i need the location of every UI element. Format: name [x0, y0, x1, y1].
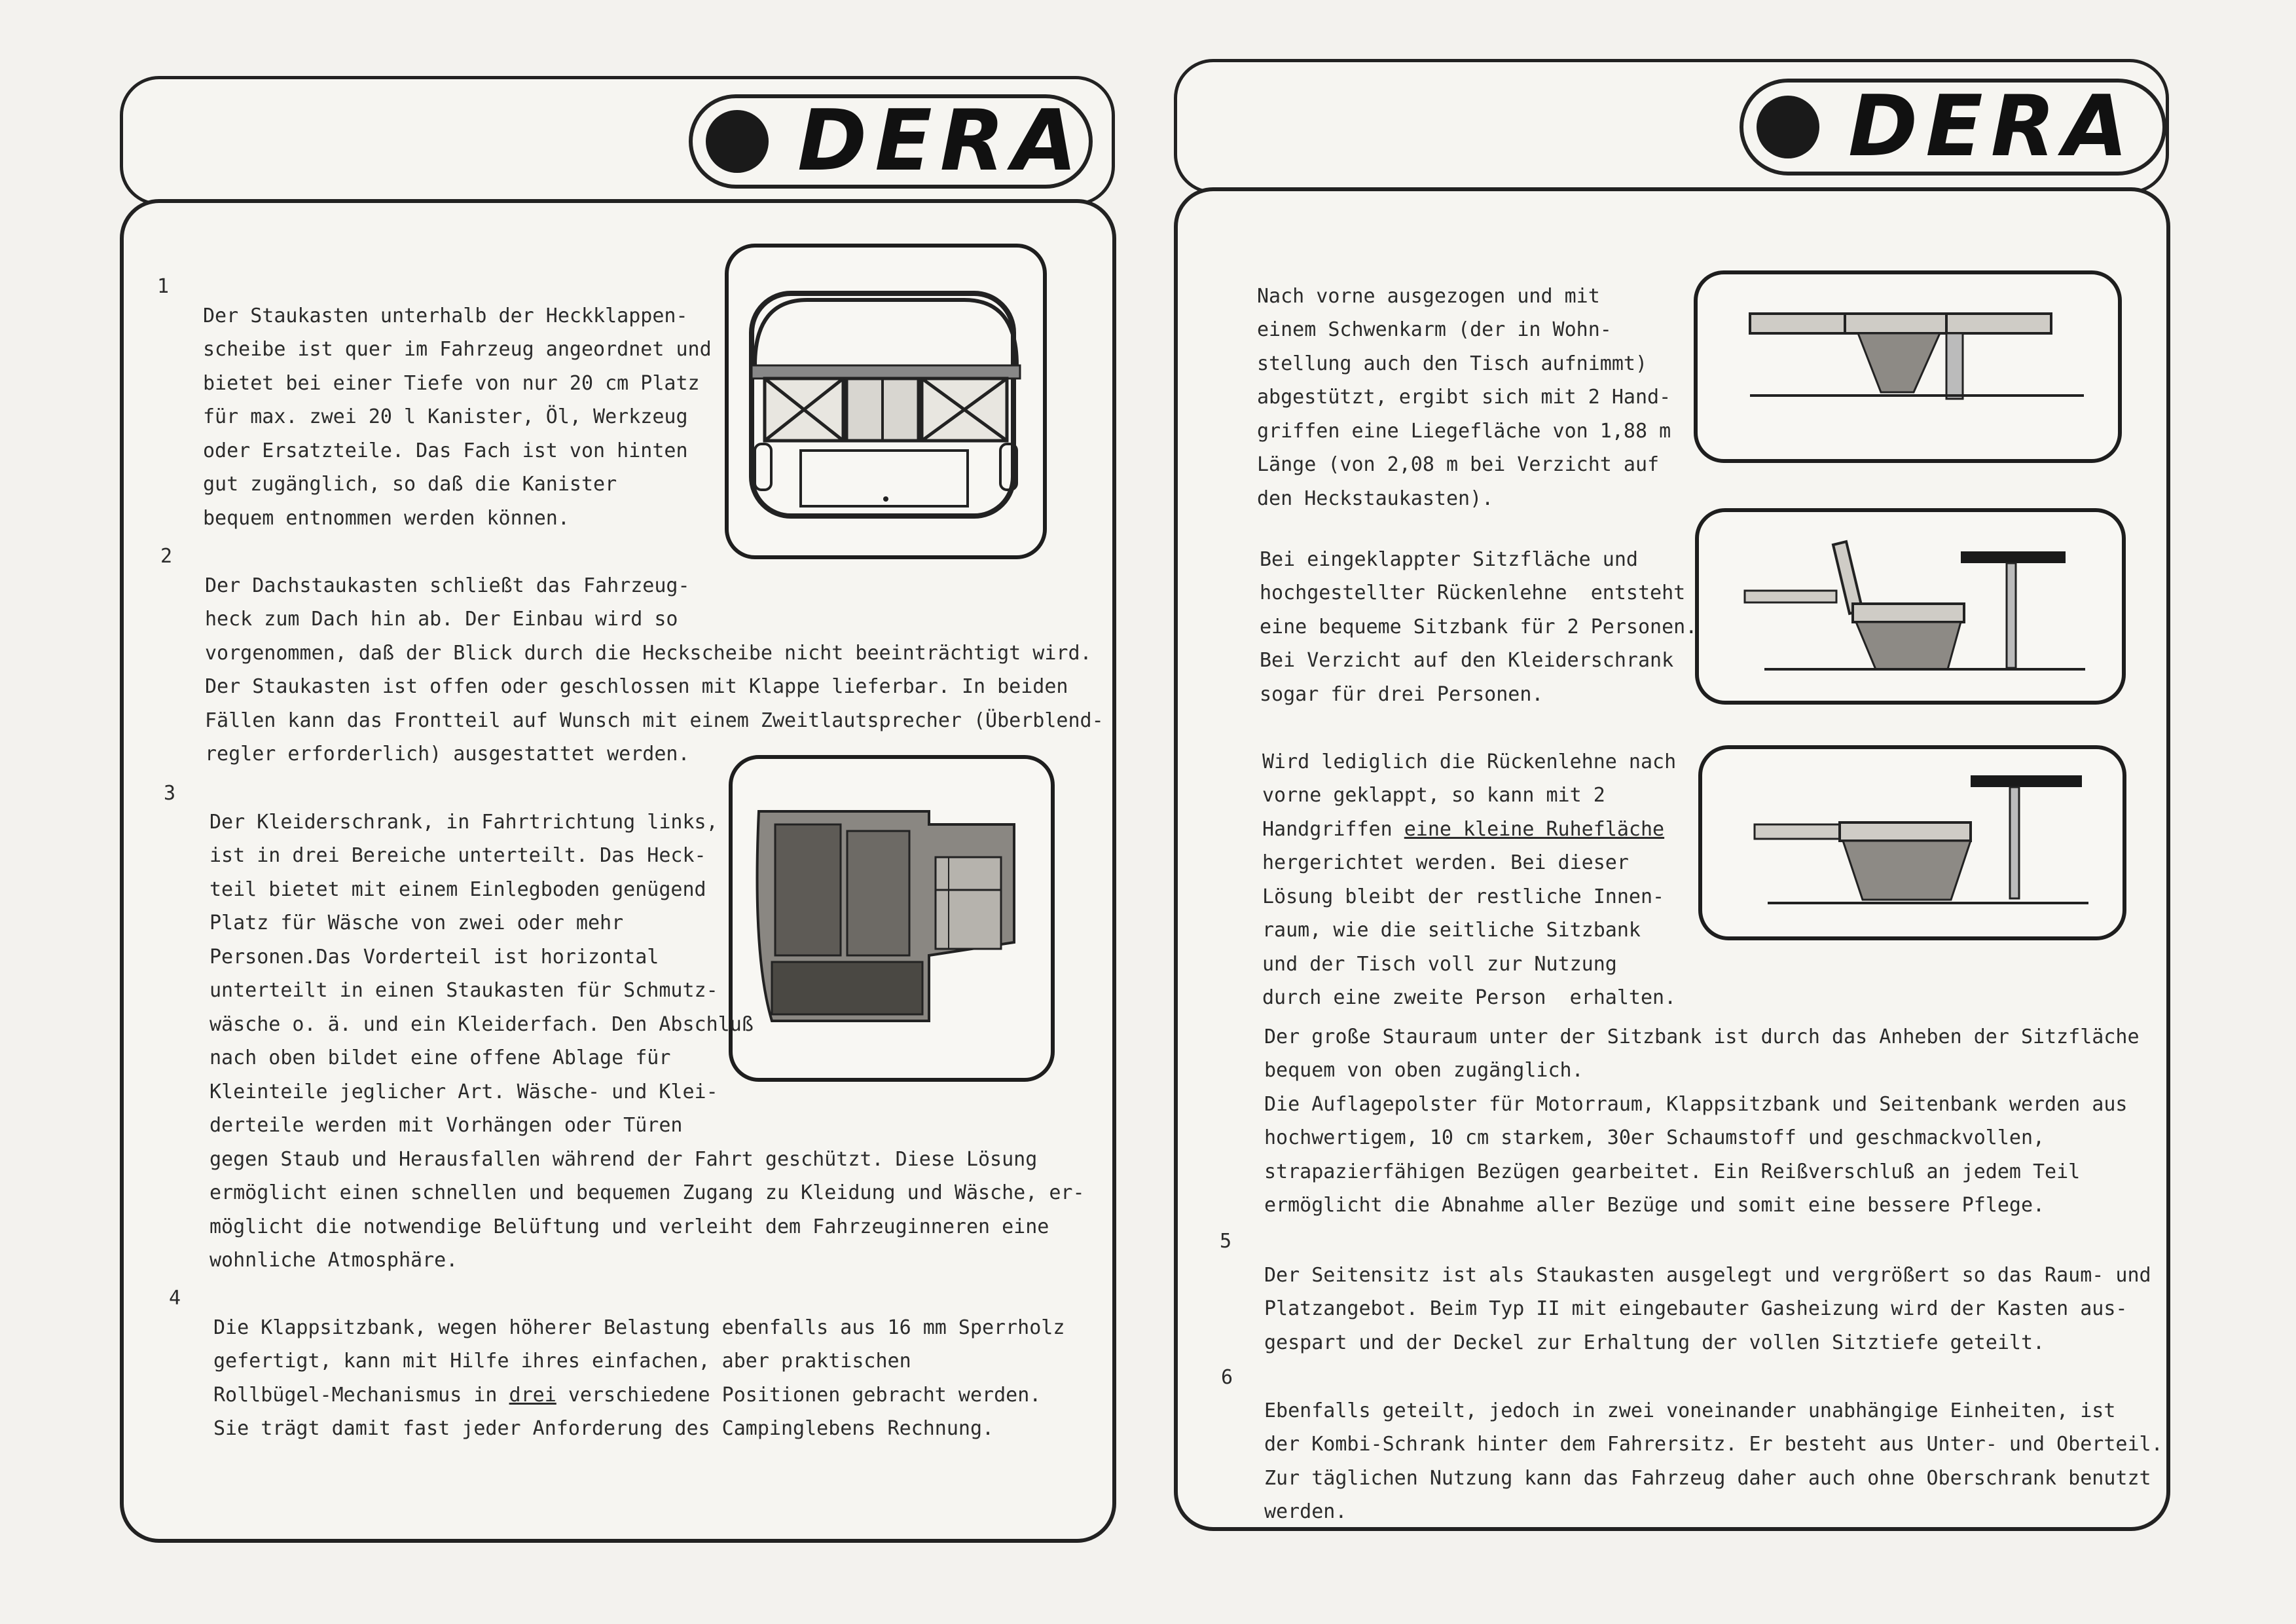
item-4-line-tail: verschiedene Positionen gebracht werden. [556, 1383, 1042, 1407]
item-4-line: Die Klappsitzbank, wegen höherer Belastung ebenfalls aus 16 mm Sperrholz [213, 1316, 1065, 1339]
item-3-line: gegen Staub und Herausfallen während der Fahrt geschützt. Diese Lösung [210, 1147, 1038, 1171]
right-c-line: Handgriffen [1262, 817, 1404, 841]
item-2-line: heck zum Dach hin ab. Der Einbau wird so [205, 608, 678, 631]
right-b-line: hochgestellter Rückenlehne entsteht [1260, 581, 1686, 604]
item-4-text [213, 1277, 1065, 1446]
rest-position-illustration [1702, 749, 2123, 936]
item-1-line: bietet bei einer Tiefe von nur 20 cm Platz [203, 371, 700, 395]
figure-bed-position [1694, 270, 2122, 463]
item-number-2: 2 [160, 545, 173, 568]
item-2-line: Der Staukasten ist offen oder geschlossen mit Klappe lieferbar. In beiden [205, 675, 1068, 698]
item-6-line: Ebenfalls geteilt, jedoch in zwei voneinander unabhängige Einheiten, ist [1264, 1399, 2116, 1422]
item-3-line: ist in drei Bereiche unterteilt. Das Heck- [210, 844, 706, 867]
right-b-line: eine bequeme Sitzbank für 2 Personen. [1260, 615, 1698, 638]
right-a-line: Länge (von 2,08 m bei Verzicht auf [1257, 453, 1660, 476]
right-c-line: Wird lediglich die Rückenlehne nach [1262, 750, 1677, 773]
item-3-line: Platz für Wäsche von zwei oder mehr [210, 912, 624, 934]
item-number-3: 3 [164, 782, 176, 805]
right-d-line: strapazierfähigen Bezügen gearbeitet. Ein Reißverschluß an jedem Teil [1264, 1160, 2081, 1183]
figure-seat-position [1695, 508, 2126, 705]
logo-wordmark: DERA [1848, 78, 2136, 175]
item-1-text [203, 265, 712, 535]
item-2-line: Der Dachstaukasten schließt das Fahrzeug- [205, 574, 690, 597]
logo-dot-icon [706, 110, 769, 173]
item-4-line: gefertigt, kann mit Hilfe ihres einfachen, aber praktischen [213, 1350, 911, 1373]
item-6-text [1264, 1360, 2163, 1529]
item-1-line: gut zugänglich, so daß die Kanister [203, 473, 617, 496]
bed-position-illustration [1698, 274, 2118, 459]
item-5-line: gespart und der Deckel zur Erhaltung der vollen Sitztiefe geteilt. [1264, 1331, 2045, 1354]
right-b-line: sogar für drei Personen. [1260, 682, 1544, 706]
item-number-4: 4 [169, 1287, 181, 1310]
item-4-underlined-word: drei [509, 1383, 556, 1407]
item-number-6: 6 [1221, 1366, 1233, 1389]
item-1-line: für max. zwei 20 l Kanister, Öl, Werkzeug [203, 405, 688, 428]
item-1-line: bequem entnommen werden können. [203, 506, 570, 530]
item-1-line: Der Staukasten unterhalb der Heckklappen- [203, 304, 688, 327]
item-3-line: Personen.Das Vorderteil ist horizontal [210, 945, 659, 969]
item-4-line: Sie trägt damit fast jeder Anforderung des Campinglebens Rechnung. [213, 1417, 994, 1440]
item-3-text [210, 771, 1085, 1278]
item-5-line: Platzangebot. Beim Typ II mit eingebauter Gasheizung wird der Kasten aus- [1264, 1297, 2128, 1320]
right-a-line: einem Schwenkarm (der in Wohn- [1257, 318, 1612, 341]
item-1-line: oder Ersatzteile. Das Fach ist von hinten [203, 439, 688, 462]
right-b-line: Bei Verzicht auf den Kleiderschrank [1260, 649, 1674, 672]
item-3-line: unterteilt in einen Staukasten für Schmutz- [210, 979, 718, 1002]
right-a-line: den Heckstaukasten). [1257, 487, 1494, 510]
item-6-line: Zur täglichen Nutzung kann das Fahrzeug daher auch ohne Oberschrank benutzt [1264, 1466, 2151, 1490]
right-b-line: Bei eingeklappter Sitzfläche und [1260, 547, 1638, 571]
item-6-line: der Kombi-Schrank hinter dem Fahrersitz. Er besteht aus Unter- und Oberteil. [1264, 1433, 2163, 1456]
right-c-line: vorne geklappt, so kann mit 2 [1262, 784, 1605, 807]
logo-wordmark: DERA [797, 92, 1085, 190]
item-2-line: Fällen kann das Frontteil auf Wunsch mit einem Zweitlautsprecher (Überblend- [205, 709, 1104, 732]
item-3-line: möglicht die notwendige Belüftung und verleiht dem Fahrzeuginneren eine [210, 1215, 1049, 1238]
figure-rear-storage [725, 244, 1047, 559]
right-block-c [1262, 711, 1676, 1015]
item-3-line: teil bietet mit einem Einlegboden genügend [210, 877, 706, 901]
item-3-line: wäsche o. ä. und ein Kleiderfach. Den Abschluß [210, 1012, 754, 1036]
right-d-line: Die Auflagepolster für Motorraum, Klappsitzbank und Seitenbank werden aus [1264, 1092, 2128, 1116]
item-5-text [1264, 1225, 2151, 1359]
item-3-line: Kleinteile jeglicher Art. Wäsche- und Klei- [210, 1080, 718, 1103]
right-a-line: griffen eine Liegefläche von 1,88 m [1257, 419, 1671, 443]
right-c-underlined-phrase: eine kleine Ruhefläche [1404, 817, 1665, 841]
item-2-line: vorgenommen, daß der Blick durch die Heckscheibe nicht beeinträchtigt wird. [205, 641, 1092, 665]
item-4-line: Rollbügel-Mechanismus in [213, 1383, 509, 1407]
item-number-1: 1 [157, 275, 170, 298]
item-3-line: ermöglicht einen schnellen und bequemen Zugang zu Kleidung und Wäsche, er- [210, 1181, 1085, 1204]
right-c-line: Lösung bleibt der restliche Innen- [1262, 885, 1665, 908]
item-5-line: Der Seitensitz ist als Staukasten ausgelegt und vergrößert so das Raum- und [1264, 1263, 2151, 1287]
right-c-line: hergerichtet werden. Bei dieser [1262, 851, 1629, 874]
right-d-line: hochwertigem, 10 cm starkem, 30er Schaumstoff und geschmackvollen, [1264, 1126, 2045, 1149]
item-3-line: wohnliche Atmosphäre. [210, 1249, 458, 1272]
right-c-line: durch eine zweite Person erhalten. [1262, 986, 1677, 1009]
logo-dot-icon [1757, 96, 1819, 158]
right-block-a [1257, 246, 1671, 515]
right-a-line: Nach vorne ausgezogen und mit [1257, 284, 1600, 308]
item-3-line: Der Kleiderschrank, in Fahrtrichtung links, [210, 810, 718, 834]
right-block-d [1264, 986, 2140, 1223]
rear-storage-illustration [729, 248, 1043, 555]
item-3-line: nach oben bildet eine offene Ablage für [210, 1046, 671, 1069]
right-block-b [1260, 509, 1697, 711]
right-dera-logo [1740, 79, 2166, 175]
item-2-line: regler erforderlich) ausgestattet werden. [205, 743, 690, 766]
right-c-line: raum, wie die seitliche Sitzbank [1262, 919, 1641, 942]
item-3-line: derteile werden mit Vorhängen oder Türen [210, 1114, 683, 1137]
right-d-line: ermöglicht die Abnahme aller Bezüge und somit eine bessere Pflege. [1264, 1194, 2045, 1217]
figure-rest-position [1698, 745, 2126, 940]
right-c-line: und der Tisch voll zur Nutzung [1262, 952, 1617, 976]
item-number-5: 5 [1220, 1230, 1232, 1253]
item-1-line: scheibe ist quer im Fahrzeug angeordnet und [203, 338, 712, 361]
right-d-line: Der große Stauraum unter der Sitzbank ist durch das Anheben der Sitzfläche [1264, 1025, 2140, 1048]
right-a-line: abgestützt, ergibt sich mit 2 Hand- [1257, 386, 1671, 409]
item-6-line: werden. [1264, 1500, 1347, 1523]
right-a-line: stellung auch den Tisch aufnimmt) [1257, 352, 1648, 375]
item-2-text [205, 535, 1104, 771]
seat-position-illustration [1699, 512, 2122, 701]
right-d-line: bequem von oben zugänglich. [1264, 1059, 1584, 1082]
left-dera-logo [689, 94, 1093, 189]
